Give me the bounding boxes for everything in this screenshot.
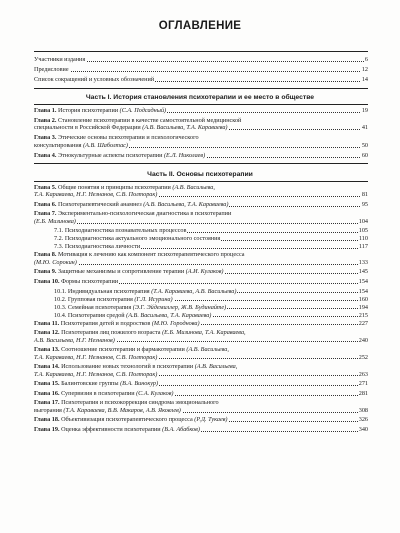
chapter-number: Глава 15. (34, 380, 62, 388)
page-number: 340 (358, 426, 368, 433)
page-number: 81 (361, 191, 368, 199)
toc-entry-text: Глава 18. Объективизация психотерапевтического процесса (Р.Д. Тукаев) (34, 416, 228, 424)
page-number: 308 (358, 406, 368, 414)
toc-entry-text: Глава 19. Оценка эффективности психотерапии (В.А. Абабков) (34, 426, 200, 433)
toc-entry-text: Глава 2. Становление психотерапии в качестве самостоятельной медицинской (34, 117, 242, 124)
page-number: 154 (358, 278, 368, 285)
chapter-number: Глава 9. (34, 268, 58, 276)
toc-subentry (34, 312, 368, 319)
page-number: 12 (361, 66, 368, 73)
page-number: 6 (364, 56, 368, 63)
toc-entry-text: Т.А. Караваева, Н.Г. Незнанов, С.В. Полторак) (34, 191, 158, 199)
toc-chapter-entry (34, 134, 368, 149)
toc-entry-text: 7.3. Психодиагностика личности (54, 243, 141, 251)
chapter-number: Глава 11. (34, 319, 61, 327)
page-number: 133 (358, 258, 368, 266)
page-number: 50 (361, 141, 368, 149)
toc-chapter-entry (34, 426, 368, 433)
toc-subentry (34, 304, 368, 311)
page-number: 326 (358, 416, 368, 424)
toc-chapter-entry (34, 268, 368, 275)
toc-chapter-entry (34, 152, 368, 159)
part-heading: Часть I. История становления психотерапии и ее место в обществе (85, 94, 315, 101)
chapter-number: Глава 1. (34, 107, 58, 114)
section-divider (34, 104, 368, 105)
chapter-number: Глава 7. (34, 210, 58, 218)
chapter-number: Глава 2. (34, 117, 58, 124)
page-number: 263 (358, 370, 368, 378)
chapter-number: Глава 4. (34, 151, 58, 159)
part-heading: Часть II. Основы психотерапии (147, 170, 253, 178)
toc-entry-text: Глава 9. Защитные механизмы и сопротивление терапии (А.И. Кулаков) (34, 268, 224, 276)
toc-entry-text: Глава 4. Этнокультурные аспекты психотерапии (Е.Л. Николаев) (34, 151, 206, 159)
page-number: 95 (361, 200, 368, 208)
toc-entry-text: Глава 7. Экспериментально-психологическая диагностика в психотерапии (34, 210, 232, 218)
toc-entry-text: выгорания (Т.А. Караваева, В.В. Макаров, А.В. Яковлев) (34, 406, 181, 414)
toc-entry-text: А.В. Васильева, Н.Г. Незнанов) (34, 336, 115, 344)
toc-entry-text: Глава 16. Супервизия в психотерапии (С.А. Кулаков) (34, 389, 174, 397)
toc-chapter-entry (34, 380, 368, 387)
toc-entry-text: Т.А. Караваева, Н.Г. Незнанов, С.В. Полторак) (34, 353, 158, 361)
toc-subentry (34, 235, 368, 242)
toc-subentry (34, 227, 368, 234)
toc-entry-text: консультирования (А.В. Шаболтас) (34, 141, 128, 149)
chapter-number: Глава 19. (34, 426, 62, 433)
toc-entry-text: Предисловие (34, 66, 69, 73)
toc-front-entry (34, 66, 368, 73)
toc-entry-text: (М.Ю. Сорокин) (34, 258, 77, 266)
toc-entry-text: 10.4. Психотерапия средой (А.В. Васильева, Т.А. Караваева) (54, 311, 212, 319)
page-number: 60 (361, 151, 368, 159)
page-number: 145 (358, 268, 368, 276)
chapter-number: Глава 14. (34, 363, 62, 371)
toc-chapter-entry (34, 184, 368, 199)
toc-entry-text: 10.2. Групповая психотерапия (Г.Л. Исурина) (54, 295, 173, 303)
toc-entry-text: 10.1. Индивидуальная психотерапия (Т.А. Караваева, А.В. Васильева) (54, 287, 237, 295)
toc-entry-text: Т.А. Караваева, Н.Г. Незнанов, С.В. Полторак) (34, 370, 158, 378)
toc-entry-text: Глава 15. Балинтовские группы (В.А. Винокур) (34, 380, 159, 388)
toc-entry-text: Глава 10. Формы психотерапии (34, 278, 119, 285)
toc-front-entry (34, 56, 368, 63)
toc-entry-text: 10.3. Семейная психотерапия (Э.Г. Эйдемиллер, Ж.В. Будинайте) (54, 303, 227, 311)
chapter-number: Глава 3. (34, 134, 58, 142)
chapter-number: Глава 5. (34, 183, 58, 191)
toc-chapter-entry (34, 363, 368, 378)
toc-chapter-entry (34, 251, 368, 266)
page-number: 215 (358, 311, 368, 319)
toc-entry-text: Участники издания (34, 56, 86, 63)
toc-chapter-entry (34, 210, 368, 225)
chapter-number: Глава 12. (34, 329, 62, 337)
page-number: 271 (358, 380, 368, 388)
section-divider (34, 163, 368, 164)
section-divider (34, 51, 368, 52)
toc-entry-text: Глава 17. Психотерапия и психокоррекция синдрома эмоционального (34, 399, 219, 407)
section-divider (34, 181, 368, 182)
toc-chapter-entry (34, 390, 368, 397)
page-title: ОГЛАВЛЕНИЕ (158, 20, 242, 32)
toc-entry-text: Список сокращений и условных обозначений (34, 76, 155, 83)
toc-entry-text: Глава 3. Этические основы психотерапии и психологического (34, 134, 199, 142)
chapter-number: Глава 8. (34, 251, 58, 259)
toc-entry-text: Глава 8. Мотивация к лечению как компонент психотерапевтического процесса (34, 251, 245, 259)
toc-entry-text: Глава 6. Психотерапевтический анамнез (А.В. Васильева, Т.А. Караваева) (34, 200, 229, 208)
toc-chapter-entry (34, 117, 368, 132)
toc-chapter-entry (34, 416, 368, 423)
page-number: 41 (361, 124, 368, 132)
page-number: 154 (358, 287, 368, 295)
toc-chapter-entry (34, 107, 368, 114)
page-number: 240 (358, 336, 368, 344)
page-number: 117 (358, 243, 368, 251)
toc-entry-text: специальности в Российской Федерации (А.В. Васильева, Т.А. Караваева) (34, 124, 228, 132)
page-number: 194 (358, 303, 368, 311)
toc-chapter-entry (34, 399, 368, 414)
toc-chapter-entry (34, 201, 368, 208)
chapter-number: Глава 10. (34, 278, 62, 285)
toc-subentry (34, 288, 368, 295)
toc-chapter-entry (34, 346, 368, 361)
chapter-number: Глава 18. (34, 416, 62, 424)
toc-entry-text: Глава 14. Использование новых технологий в психотерапии (А.В. Васильева, (34, 363, 238, 371)
page-number: 160 (358, 295, 368, 303)
page-number: 281 (358, 389, 368, 397)
page-number: 14 (361, 76, 368, 83)
page-number: 104 (358, 217, 368, 225)
chapter-number: Глава 16. (34, 389, 62, 397)
page-number: 110 (358, 235, 368, 243)
page-number: 105 (358, 227, 368, 235)
toc-entry-text: Глава 1. История психотерапии (С.А. Подсадный) (34, 107, 167, 114)
chapter-number: Глава 17. (34, 399, 62, 407)
toc-chapter-entry (34, 329, 368, 344)
page-number: 19 (361, 107, 368, 114)
toc-subentry (34, 243, 368, 250)
toc-entry-text: 7.1. Психодиагностика познавательных процессов (54, 227, 187, 235)
toc-entry-text: Глава 5. Общие понятия и принципы психотерапии (А.В. Васильева, (34, 183, 215, 191)
page-number: 227 (358, 319, 368, 327)
toc-subentry (34, 296, 368, 303)
section-divider (34, 88, 368, 89)
toc-entry-text: Глава 12. Психотерапия лиц пожилого возраста (Е.Б. Мизинова, Т.А. Караваева, (34, 329, 246, 337)
toc-chapter-entry (34, 320, 368, 327)
toc-entry-text: Глава 11. Психотерапия детей и подростков (М.Ю. Городнова) (34, 319, 200, 327)
chapter-number: Глава 6. (34, 200, 58, 208)
toc-chapter-entry (34, 278, 368, 285)
chapter-number: Глава 13. (34, 346, 62, 354)
toc-entry-text: Глава 13. Соотношение психотерапии и фармакотерапии (А.В. Васильева, (34, 346, 229, 354)
toc-entry-text: (Е.Б. Мизинова) (34, 217, 76, 225)
toc-front-entry (34, 76, 368, 83)
toc-entry-text: 7.2. Психодиагностика актуального эмоционального состояния (54, 235, 221, 243)
page-number: 252 (358, 353, 368, 361)
